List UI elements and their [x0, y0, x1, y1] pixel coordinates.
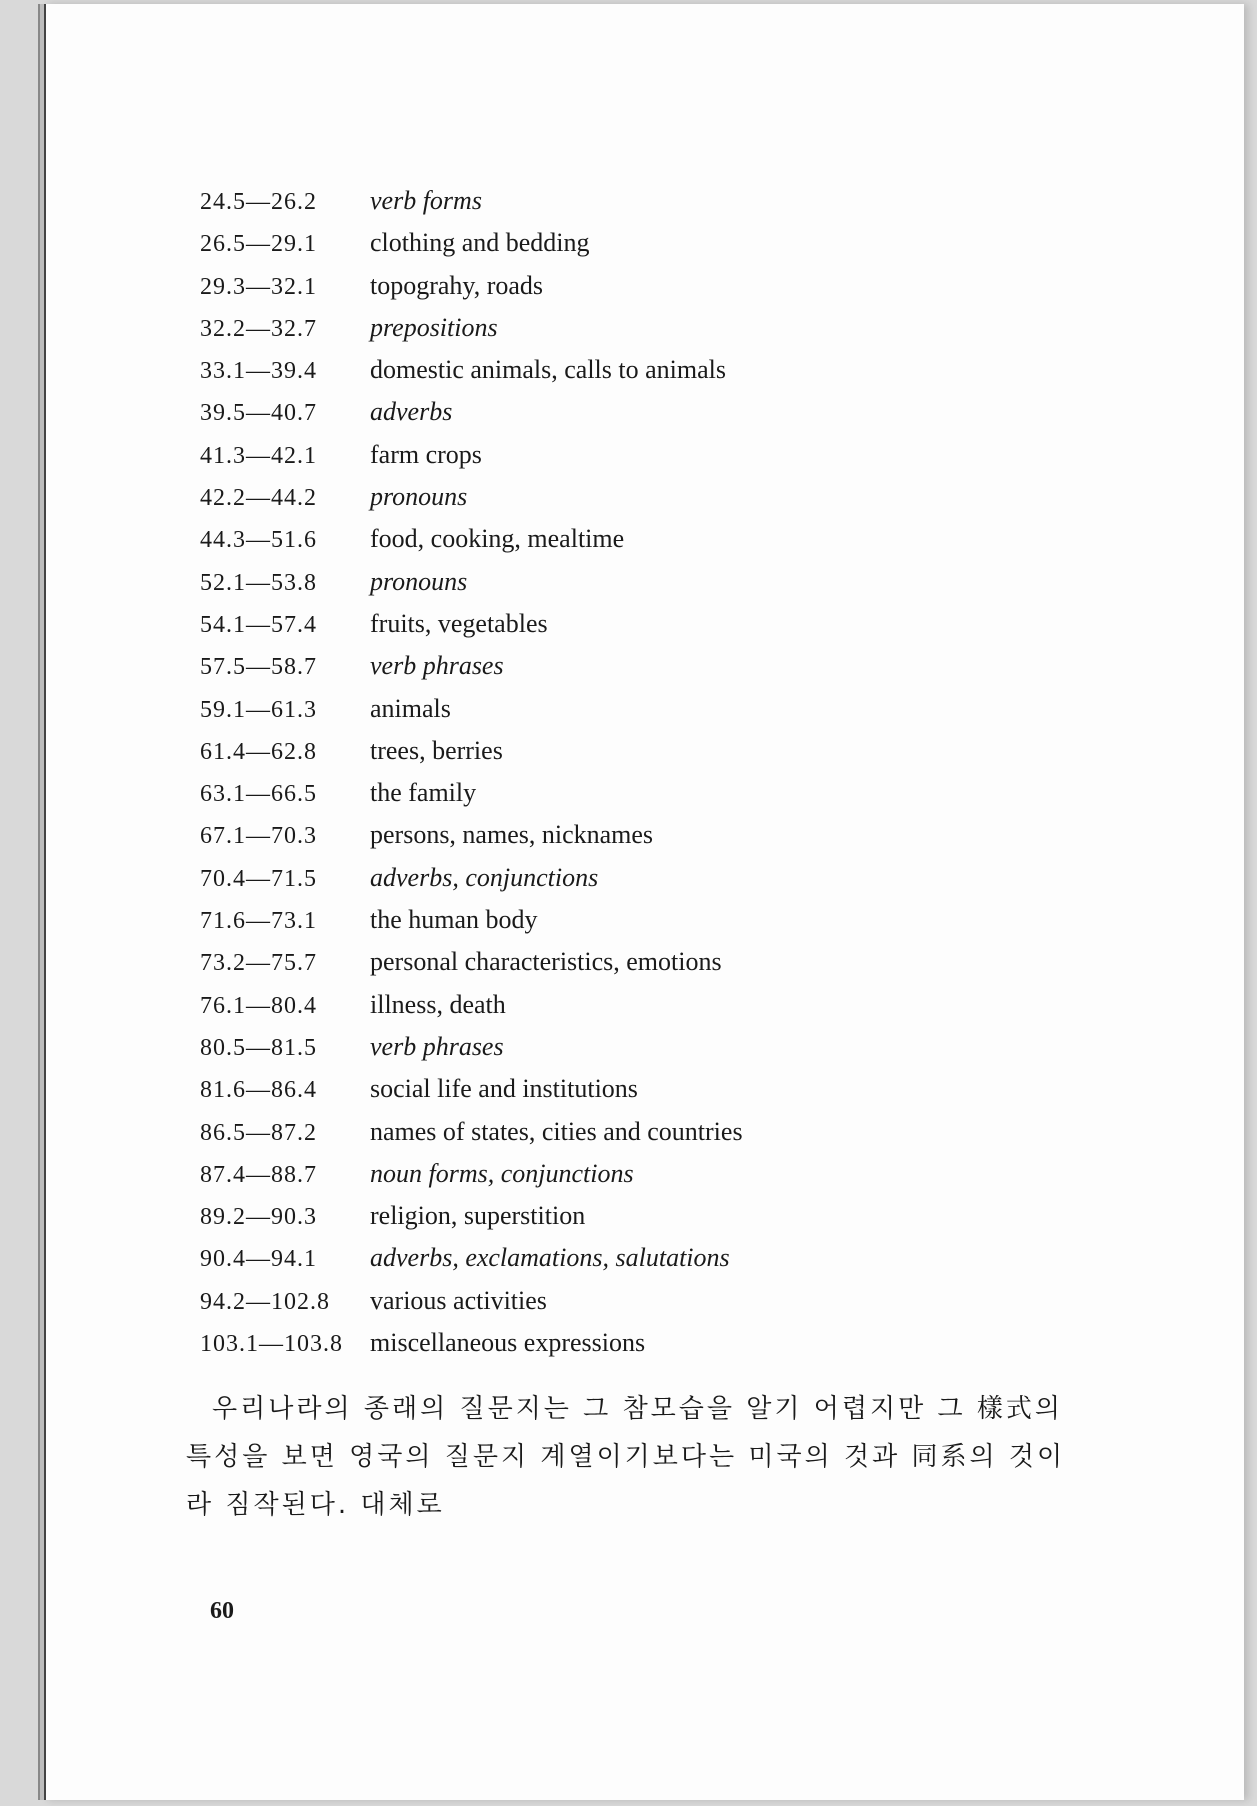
- entry-topic: pronouns: [370, 566, 468, 596]
- entry-topic: domestic animals, calls to animals: [370, 355, 726, 385]
- index-entry: [200, 857, 743, 899]
- entry-range: 90.4—94.1: [200, 1246, 317, 1273]
- entry-range: 54.1—57.4: [200, 611, 317, 638]
- entry-range: 70.4—71.5: [200, 865, 317, 892]
- index-entry: [200, 180, 743, 222]
- entry-range: 86.5—87.2: [200, 1119, 317, 1146]
- entry-range: 32.2—32.7: [200, 315, 317, 342]
- entry-topic: illness, death: [370, 989, 506, 1019]
- entry-topic: names of states, cities and countries: [370, 1116, 743, 1146]
- entry-range: 89.2—90.3: [200, 1204, 317, 1231]
- entry-range: 71.6—73.1: [200, 908, 317, 935]
- index-entry: [200, 518, 743, 560]
- entry-range: 81.6—86.4: [200, 1077, 317, 1104]
- entry-topic: the human body: [370, 905, 538, 935]
- index-entry: [200, 265, 743, 307]
- entry-topic: miscellaneous expressions: [370, 1328, 646, 1358]
- entry-range: 39.5—40.7: [200, 400, 317, 427]
- index-entry: [200, 899, 743, 941]
- entry-topic: various activities: [370, 1285, 547, 1315]
- entry-range: 76.1—80.4: [200, 992, 317, 1019]
- entry-topic: the family: [370, 778, 477, 808]
- entry-range: 33.1—39.4: [200, 358, 317, 385]
- entry-topic: clothing and bedding: [370, 228, 590, 258]
- index-entry: [200, 688, 743, 730]
- entry-range: 26.5—29.1: [200, 231, 317, 258]
- entry-topic: verb phrases: [370, 651, 504, 681]
- index-entry: [200, 1068, 743, 1110]
- korean-line-3: 라 짐작된다. 대체로: [186, 1490, 445, 1520]
- entry-topic: verb forms: [370, 186, 482, 215]
- entry-range: 57.5—58.7: [200, 654, 317, 681]
- entry-range: 44.3—51.6: [200, 527, 317, 554]
- entry-range: 52.1—53.8: [200, 569, 317, 596]
- entry-topic: noun forms, conjunctions: [370, 1158, 634, 1188]
- entry-topic: adverbs, exclamations, salutations: [370, 1243, 730, 1273]
- entry-range: 73.2—75.7: [200, 950, 317, 977]
- index-entry: [200, 1111, 743, 1153]
- entry-topic: pronouns: [370, 482, 468, 512]
- korean-line-2: 특성을 보면 영국의 질문지 계열이기보다는 미국의 것과 同系의 것이: [186, 1442, 1066, 1472]
- index-entry: [200, 476, 743, 518]
- entry-topic: farm crops: [370, 439, 482, 469]
- entry-topic: animals: [370, 693, 451, 723]
- entry-topic: personal characteristics, emotions: [370, 947, 722, 977]
- index-entry: [200, 561, 743, 603]
- entry-topic: verb phrases: [370, 1031, 504, 1061]
- entry-topic: social life and institutions: [370, 1074, 638, 1104]
- entry-range: 59.1—61.3: [200, 696, 317, 723]
- index-entry: [200, 941, 743, 983]
- entry-range: 41.3—42.1: [200, 442, 317, 469]
- entry-range: 67.1—70.3: [200, 823, 317, 850]
- index-entry: [200, 391, 743, 433]
- index-entry: [200, 349, 743, 391]
- index-entry: [200, 222, 743, 264]
- korean-line-1: 우리나라의 종래의 질문지는 그 참모습을 알기 어렵지만 그 樣式의: [212, 1394, 1064, 1424]
- index-entry: [200, 603, 743, 645]
- index-entry: [200, 434, 743, 476]
- topic-index-list: [200, 180, 743, 1364]
- entry-topic: fruits, vegetables: [370, 608, 548, 638]
- index-entry: [200, 645, 743, 687]
- entry-range: 42.2—44.2: [200, 485, 317, 512]
- entry-range: 61.4—62.8: [200, 738, 317, 765]
- entry-topic: topograhy, roads: [370, 270, 544, 300]
- entry-topic: prepositions: [370, 312, 498, 342]
- index-entry: [200, 1153, 743, 1195]
- entry-range: 63.1—66.5: [200, 781, 317, 808]
- entry-range: 24.5—26.2: [200, 189, 317, 215]
- index-entry: [200, 1322, 743, 1364]
- entry-range: 80.5—81.5: [200, 1034, 317, 1061]
- index-entry: [200, 1280, 743, 1322]
- entry-range: 87.4—88.7: [200, 1161, 317, 1188]
- entry-topic: persons, names, nicknames: [370, 820, 654, 850]
- index-entry: [200, 1237, 743, 1279]
- entry-range: 103.1—103.8: [200, 1331, 343, 1358]
- entry-topic: religion, superstition: [370, 1201, 586, 1231]
- index-entry: [200, 307, 743, 349]
- entry-range: 94.2—102.8: [200, 1288, 330, 1315]
- entry-range: 29.3—32.1: [200, 273, 317, 300]
- index-entry: [200, 772, 743, 814]
- index-entry: [200, 1026, 743, 1068]
- index-entry: [200, 814, 743, 856]
- entry-topic: trees, berries: [370, 735, 503, 765]
- index-entry: [200, 984, 743, 1026]
- index-entry: [200, 1195, 743, 1237]
- korean-paragraph: [186, 1385, 1066, 1529]
- page-number: 60: [210, 1598, 234, 1624]
- entry-topic: adverbs: [370, 397, 453, 427]
- index-entry: [200, 730, 743, 772]
- entry-topic: adverbs, conjunctions: [370, 862, 599, 892]
- entry-topic: food, cooking, mealtime: [370, 524, 625, 554]
